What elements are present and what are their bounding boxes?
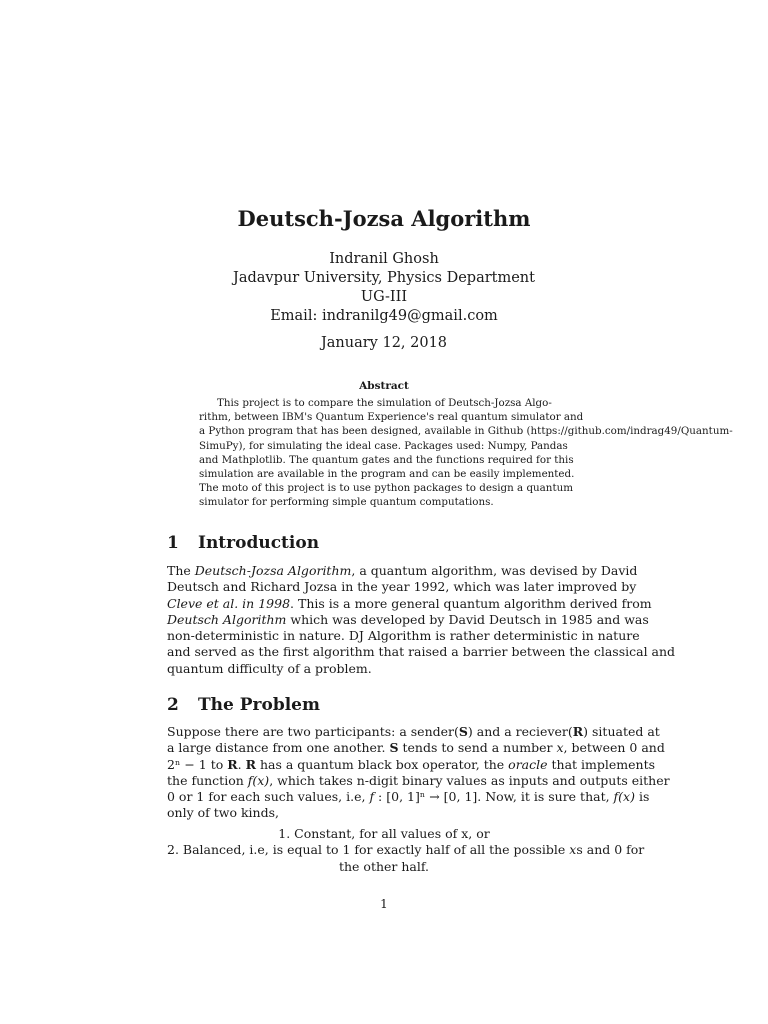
text-run: Suppose there are two participants: a sender( bbox=[167, 724, 459, 739]
text-run: that implements bbox=[547, 756, 656, 772]
paper-title: Deutsch-Jozsa Algorithm bbox=[237, 206, 531, 231]
paragraph-line bbox=[167, 595, 652, 612]
list-item bbox=[167, 842, 645, 858]
bold-symbol: S bbox=[458, 724, 468, 739]
text-run: 0 or 1 for each such values, i.e, bbox=[167, 789, 370, 805]
math-symbol: f(x) bbox=[613, 789, 635, 805]
emphasis-text: Cleve et al. in 1998 bbox=[167, 595, 291, 611]
text-run: is bbox=[634, 789, 650, 805]
section-number: 1 bbox=[167, 533, 179, 553]
abstract-heading: Abstract bbox=[359, 380, 409, 392]
text-run: which was developed by David Deutsch in 1985 and was bbox=[286, 611, 649, 627]
abstract-line: simulator for performing simple quantum computations. bbox=[199, 496, 494, 509]
author-email: Email: indranilg49@gmail.com bbox=[270, 308, 498, 324]
page-number: 1 bbox=[380, 897, 388, 911]
paragraph-line bbox=[167, 563, 638, 579]
text-run: , a quantum algorithm, was devised by David bbox=[351, 563, 638, 578]
paragraph-line: Deutsch and Richard Jozsa in the year 1992, which was later improved by bbox=[167, 579, 637, 595]
text-run: , which takes n-digit binary values as inputs and outputs either bbox=[269, 772, 670, 788]
text-run: . bbox=[237, 756, 246, 772]
bold-symbol: S bbox=[389, 740, 399, 756]
text-run: ) and a reciever( bbox=[467, 724, 573, 739]
paragraph-line bbox=[167, 724, 660, 740]
author-affiliation: Jadavpur University, Physics Department bbox=[233, 270, 535, 286]
paragraph-line: non-deterministic in nature. DJ Algorithm is rather deterministic in nature bbox=[167, 628, 640, 644]
paragraph-line bbox=[167, 740, 665, 756]
author-name: Indranil Ghosh bbox=[329, 251, 439, 267]
text-run: s and 0 for bbox=[576, 842, 645, 858]
paper-date: January 12, 2018 bbox=[320, 335, 448, 351]
abstract-line: rithm, between IBM's Quantum Experience's real quantum simulator and bbox=[199, 411, 584, 424]
paragraph-line bbox=[167, 756, 656, 773]
math-text: 2ⁿ − 1 to bbox=[167, 756, 228, 772]
enumerated-list bbox=[167, 826, 645, 875]
paragraph-line: quantum difficulty of a problem. bbox=[167, 660, 372, 676]
section-number: 2 bbox=[167, 695, 179, 715]
paragraph-line bbox=[167, 611, 649, 628]
bold-symbol: R bbox=[572, 724, 584, 739]
bold-symbol: R bbox=[227, 756, 238, 772]
text-run: 2. Balanced, i.e, is equal to 1 for exactly half of all the possible bbox=[167, 842, 570, 858]
section-heading-the-problem bbox=[167, 695, 320, 715]
math-symbol: x bbox=[569, 842, 577, 858]
author-year: UG-III bbox=[360, 289, 408, 305]
abstract-line: a Python program that has been designed, available in Github (https://github.com/indrag49/Quantum- bbox=[199, 425, 733, 438]
text-run: tends to send a number bbox=[398, 740, 557, 756]
text-run: The bbox=[167, 563, 195, 578]
text-run: a large distance from one another. bbox=[167, 740, 390, 756]
text-run: ) situated at bbox=[583, 724, 660, 739]
problem-paragraph bbox=[167, 724, 670, 822]
abstract-line: simulation are available in the program and can be easily implemented. bbox=[199, 468, 575, 481]
section-title: The Problem bbox=[198, 695, 320, 715]
text-run: . This is a more general quantum algorithm derived from bbox=[290, 595, 652, 611]
abstract-body bbox=[199, 396, 733, 510]
text-run: , between 0 and bbox=[563, 740, 665, 756]
abstract-line: and Mathplotlib. The quantum gates and the functions required for this bbox=[199, 453, 574, 466]
section-heading-introduction bbox=[167, 533, 319, 553]
paragraph-line: only of two kinds, bbox=[167, 805, 279, 821]
bold-symbol: R bbox=[245, 756, 256, 772]
section-title: Introduction bbox=[198, 533, 320, 553]
paragraph-line bbox=[167, 772, 670, 789]
list-item-continuation: the other half. bbox=[338, 858, 430, 874]
text-run: has a quantum black box operator, the bbox=[255, 756, 509, 772]
paragraph-line bbox=[167, 789, 650, 805]
abstract-line: The moto of this project is to use python packages to design a quantum bbox=[199, 482, 573, 495]
author-block bbox=[0, 250, 768, 326]
emphasis-text: Deutsch-Jozsa Algorithm bbox=[194, 563, 352, 578]
math-text: : [0, 1]ⁿ → [0, 1]. Now, it is sure that, bbox=[374, 789, 614, 805]
introduction-paragraph bbox=[167, 563, 676, 677]
math-symbol: x bbox=[556, 740, 564, 756]
text-run: the function bbox=[167, 772, 248, 788]
emphasis-text: Deutsch Algorithm bbox=[167, 611, 287, 627]
abstract-line: SimuPy), for simulating the ideal case. Packages used: Numpy, Pandas bbox=[199, 439, 568, 452]
emphasis-text: oracle bbox=[508, 756, 548, 772]
math-symbol: f bbox=[369, 789, 375, 805]
list-item: 1. Constant, for all values of x, or bbox=[278, 826, 490, 841]
math-symbol: f(x) bbox=[247, 772, 270, 788]
paragraph-line: and served as the first algorithm that raised a barrier between the classical and bbox=[167, 644, 676, 660]
abstract-line: This project is to compare the simulation of Deutsch-Jozsa Algo- bbox=[217, 397, 552, 409]
